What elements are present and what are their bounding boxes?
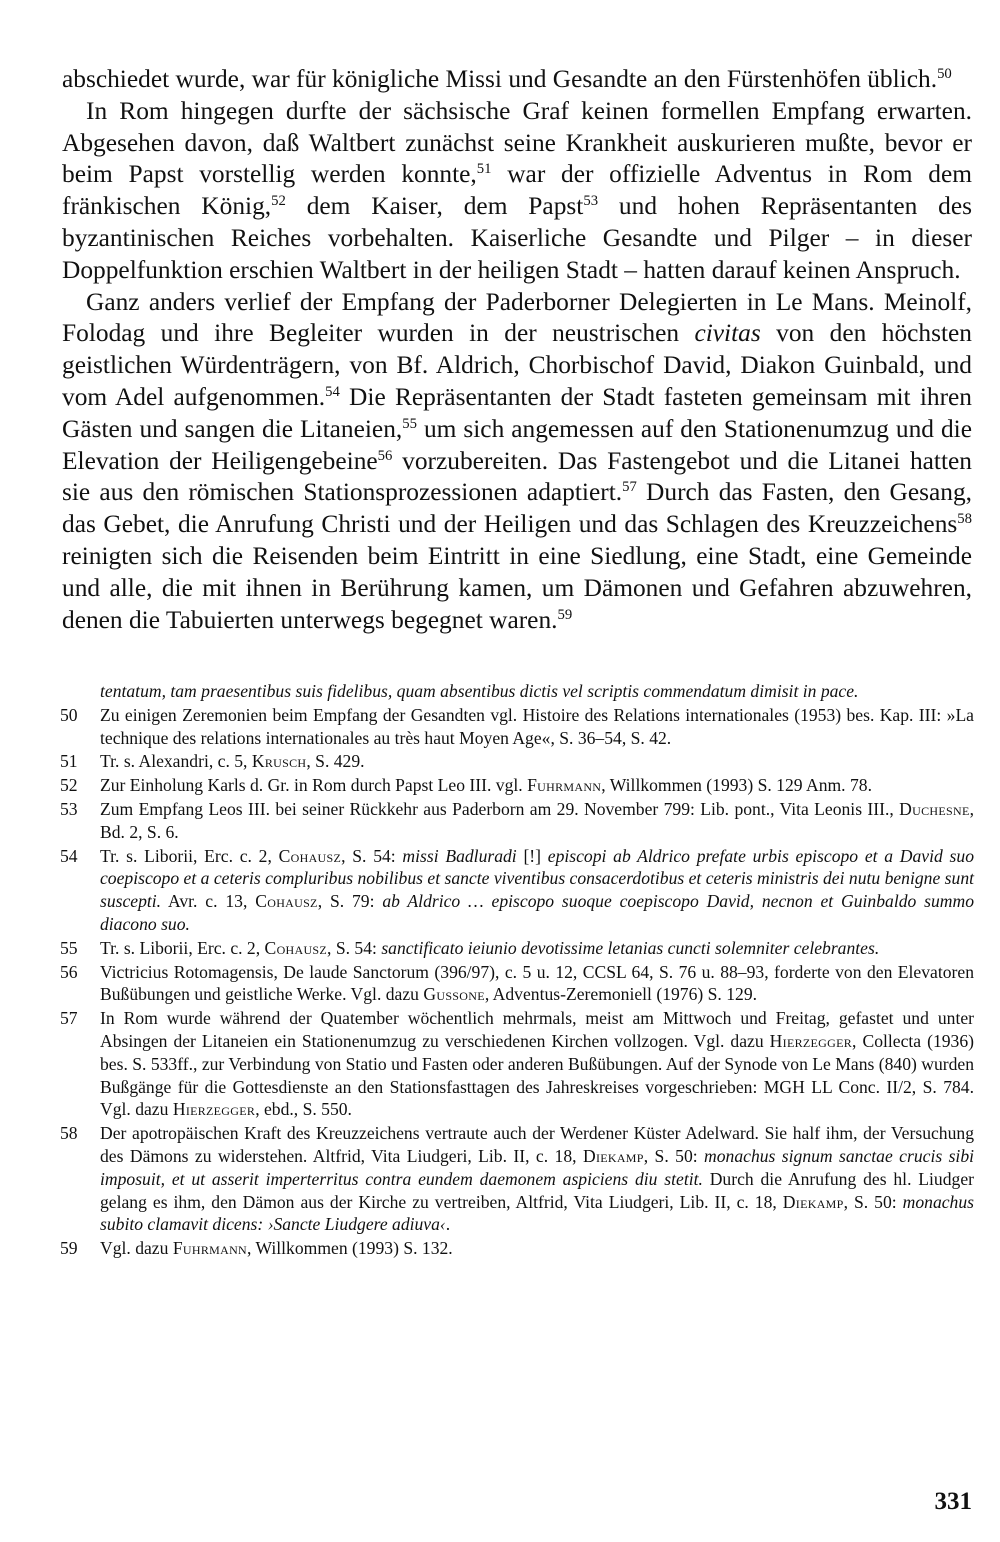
footnote-55: 55 Tr. s. Liborii, Erc. c. 2, Cohausz, S. 54: sanctificato ieiunio devotissime letanias cuncti solemniter celebrantes. bbox=[60, 937, 880, 958]
footnote-57: 57 In Rom wurde während der Quatember wöchentlich mehrmals, meist am Mittwoch und Freitag, gefastet und unter Absingen der Litaneien ein Stationenumzug zu verschiedenen Kirchen vollzogen. Vgl. dazu Hierzegger, Collecta (1936) bes. S. 533ff., zur Verbindung von Statio und Fasten oder anderen Bußübungen. Auf der Synode von Le Mans (840) wurden Bußgänge für die Gottesdienste an den Stationsfasttagen des Jahreskreises vorgeschrieben: MGH LL Conc. II/2, S. 784. Vgl. dazu Hierzegger, ebd., S. 550. bbox=[60, 1008, 975, 1120]
footnote-ref-59: 59 bbox=[557, 606, 573, 623]
footnote-ref-54: 54 bbox=[325, 383, 340, 400]
footnote-ref-57: 57 bbox=[622, 479, 637, 496]
footnotes bbox=[60, 680, 974, 1261]
footnote-50: 50 Zu einigen Zeremonien beim Empfang der Gesandten vgl. Histoire des Relations internationales (1953) bes. Kap. III: »La technique des relations internationales au très haut Moyen Age«, S. 36–54, S. 42. bbox=[60, 704, 974, 748]
footnote-56: 56 Victricius Rotomagensis, De laude Sanctorum (396/97), c. 5 u. 12, CCSL 64, S. 76 u. 88–93, forderte von den Elevatoren Bußübungen und geistliche Werke. Vgl. dazu Gussone, Adventus-Zeremoniell (1976) S. 129. bbox=[60, 961, 974, 1005]
footnote-continuation: tentatum, tam praesentibus suis fidelibus, quam absentibus dictis vel scriptis commendatum dimisit in pace. bbox=[100, 681, 859, 701]
paragraph-1: abschiedet wurde, war für königliche Missi und Gesandte an den Fürstenhöfen üblich.$^{50}$ bbox=[62, 65, 952, 93]
footnote-ref-50: 50 bbox=[937, 65, 952, 82]
footnote-58: 58 Der apotropäischen Kraft des Kreuzzeichens vertraute auch der Werdener Küster Adelward. Sie half ihm, der Versuchung des Dämons zu widerstehen. Altfrid, Vita Liudgeri, Lib. II, c. 18, Diekamp, S. 50: monachus signum sanctae crucis sibi imposuit, et ut asserit imperterritus contra eundem daemonem aspiciens diu stetit. Durch die Anrufung des hl. Liudger gelang es ihm, den Dämon aus der Kirche zu vertreiben, Altfrid, Vita Liudgeri, Lib. II, c. 18, Diekamp, S. 50: monachus subito clamavit dicens: ›Sancte Liudgere adiuva‹. bbox=[60, 1123, 975, 1235]
footnote-ref-55: 55 bbox=[402, 415, 417, 432]
footnote-ref-52: 52 bbox=[271, 193, 286, 210]
page-number: 331 bbox=[934, 1488, 972, 1515]
footnote-ref-53: 53 bbox=[583, 193, 599, 210]
footnote-59: 59 Vgl. dazu Fuhrmann, Willkommen (1993) S. 132. bbox=[60, 1238, 453, 1259]
paragraph-3: Ganz anders verlief der Empfang der Paderborner Delegierten in Le Mans. Meinolf, Folodag und ihre Begleiter wurden in der neustrischen civitas von den höchsten geistlichen Würdenträgern, von Bf. Aldrich, Chorbischof David, Diakon Guinbald, und vom Adel aufgenommen.$^{54}$ Die Repräsentanten der Stadt fasteten gemeinsam mit ihren Gästen und sangen die Litaneien,$^{55}$ um sich angemessen auf den Stationenumzug und die Elevation der Heiligengebeine$^{56}$ vorzubereiten. Das Fastengebot und die Litanei hatten sie aus den römischen Stationsprozessionen adaptiert.$^{57}$ Durch das Fasten, den Gesang, das Gebet, die Anrufung Christi und der Heiligen und das Schlagen des Kreuzzeichens$^{58}$ reinigten sich die Reisenden beim Eintritt in eine Siedlung, eine Stadt, eine Gemeinde und alle, die mit ihnen in Berührung kamen, um Dämonen und Gefahren abzuwehren, denen die Tabuierten unterwegs begegnet waren.$^{59}$ bbox=[62, 287, 973, 634]
footnote-ref-51: 51 bbox=[476, 161, 492, 178]
main-text bbox=[62, 64, 972, 636]
footnote-ref-58: 58 bbox=[957, 511, 972, 528]
footnote-53: 53 Zum Empfang Leos III. bei seiner Rückkehr aus Paderborn am 29. November 799: Lib. pont., Vita Leonis III., Duchesne, Bd. 2, S. 6. bbox=[60, 798, 974, 842]
footnote-51: 51 Tr. s. Alexandri, c. 5, Krusch, S. 429. bbox=[60, 751, 365, 772]
footnote-54: 54 Tr. s. Liborii, Erc. c. 2, Cohausz, S. 54: missi Badluradi [!] episcopi ab Aldrico prefate urbis episcopo et a David suo coepiscopo et a ceteris compluribus nobilibus et sancte viventibus consacerdotibus et ceteris ministris dei nutu benigne sunt suscepti. Avr. c. 13, Cohausz, S. 79: ab Aldrico … episcopo suoque coepiscopo David, necnon et Guinbaldo summo diacono suo. bbox=[60, 845, 975, 934]
footnote-52: 52 Zur Einholung Karls d. Gr. in Rom durch Papst Leo III. vgl. Fuhrmann, Willkommen (1993) S. 129 Anm. 78. bbox=[60, 775, 872, 796]
paragraph-2: In Rom hingegen durfte der sächsische Graf keinen formellen Empfang erwarten. Abgesehen davon, daß Waltbert zunächst seine Krankheit auskurieren mußte, bevor er beim Papst vorstellig werden konnte,$^{51}$ war der offizielle Adventus in Rom dem fränkischen König,$^{52}$ dem Kaiser, dem Papst$^{53}$ und hohen Repräsentanten des byzantinischen Reiches vorbehalten. Kaiserliche Gesandte und Pilger – in dieser Doppelfunktion erschien Waltbert in der heiligen Stadt – hatten darauf keinen Anspruch. bbox=[62, 96, 972, 284]
footnote-ref-56: 56 bbox=[377, 447, 393, 464]
